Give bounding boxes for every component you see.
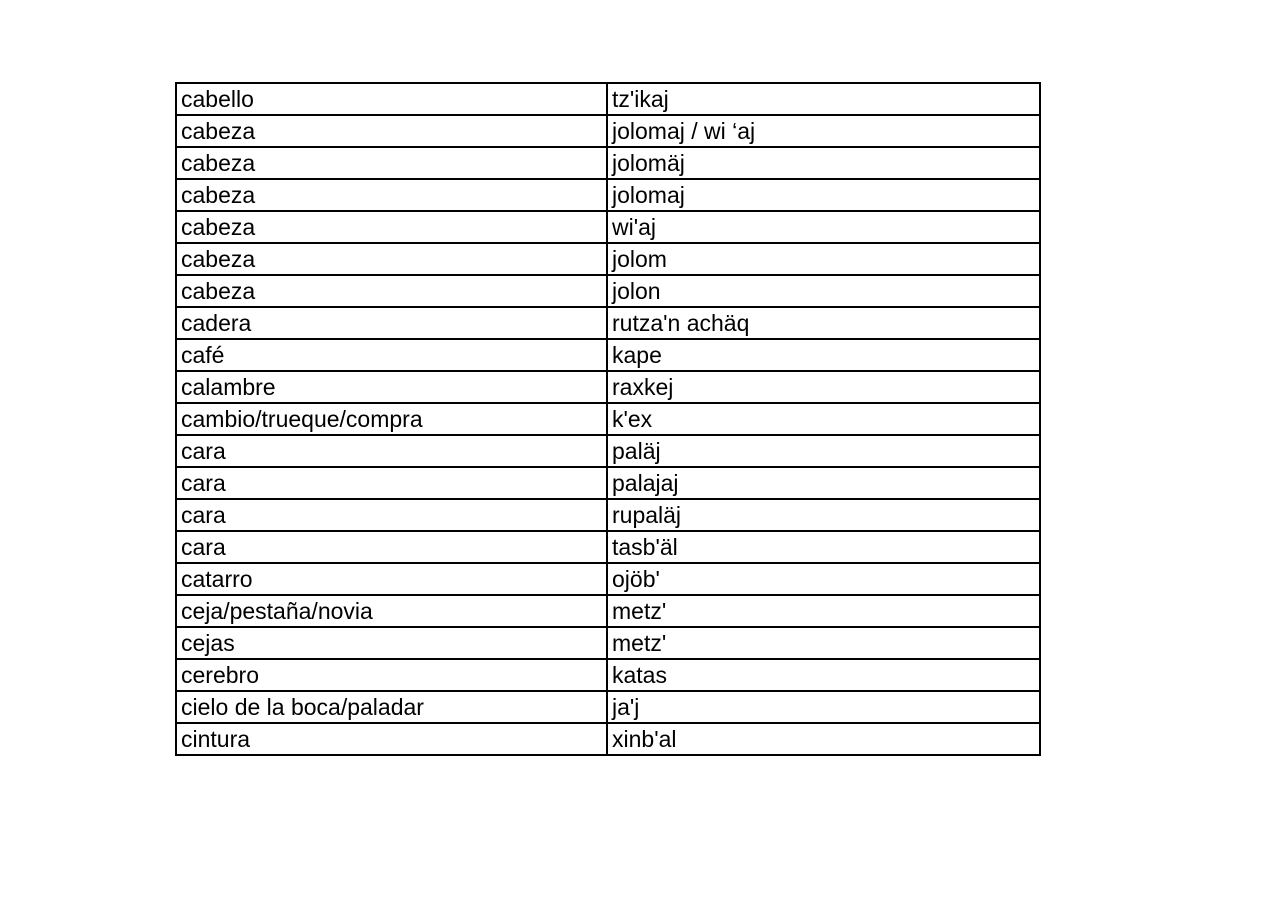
table-row (176, 243, 1040, 275)
table-row (176, 211, 1040, 243)
spanish-word-cell: cabeza (176, 243, 607, 275)
spanish-word-cell: cabello (176, 83, 607, 115)
kaqchikel-word-cell: jolomaj / wi ‘aj (607, 115, 1040, 147)
table-row (176, 339, 1040, 371)
table-row (176, 403, 1040, 435)
kaqchikel-word-cell: palajaj (607, 467, 1040, 499)
kaqchikel-word-cell: xinb'al (607, 723, 1040, 755)
table-row (176, 307, 1040, 339)
kaqchikel-word-cell: rutza'n achäq (607, 307, 1040, 339)
table-row (176, 435, 1040, 467)
kaqchikel-word-cell: k'ex (607, 403, 1040, 435)
spanish-word-cell: cabeza (176, 115, 607, 147)
table-row (176, 499, 1040, 531)
table-row (176, 467, 1040, 499)
kaqchikel-word-cell: ja'j (607, 691, 1040, 723)
kaqchikel-word-cell: wi'aj (607, 211, 1040, 243)
kaqchikel-word-cell: tasb'äl (607, 531, 1040, 563)
table-row (176, 627, 1040, 659)
kaqchikel-word-cell: ojöb' (607, 563, 1040, 595)
table-row (176, 595, 1040, 627)
spanish-word-cell: cejas (176, 627, 607, 659)
kaqchikel-word-cell: jolomäj (607, 147, 1040, 179)
table-row (176, 563, 1040, 595)
table-row (176, 147, 1040, 179)
kaqchikel-word-cell: kape (607, 339, 1040, 371)
spanish-word-cell: calambre (176, 371, 607, 403)
spanish-word-cell: cadera (176, 307, 607, 339)
table-row (176, 179, 1040, 211)
kaqchikel-word-cell: metz' (607, 627, 1040, 659)
table-row (176, 275, 1040, 307)
spanish-word-cell: cielo de la boca/paladar (176, 691, 607, 723)
spanish-word-cell: cara (176, 499, 607, 531)
spanish-word-cell: café (176, 339, 607, 371)
kaqchikel-word-cell: tz'ikaj (607, 83, 1040, 115)
spanish-word-cell: cintura (176, 723, 607, 755)
spanish-word-cell: cabeza (176, 275, 607, 307)
table-row (176, 115, 1040, 147)
spanish-word-cell: catarro (176, 563, 607, 595)
table-row (176, 531, 1040, 563)
table-row (176, 723, 1040, 755)
kaqchikel-word-cell: jolon (607, 275, 1040, 307)
vocabulary-table (175, 82, 1041, 756)
spanish-word-cell: cara (176, 531, 607, 563)
kaqchikel-word-cell: metz' (607, 595, 1040, 627)
spanish-word-cell: cabeza (176, 179, 607, 211)
spanish-word-cell: cabeza (176, 211, 607, 243)
kaqchikel-word-cell: katas (607, 659, 1040, 691)
spanish-word-cell: cabeza (176, 147, 607, 179)
kaqchikel-word-cell: paläj (607, 435, 1040, 467)
spanish-word-cell: cara (176, 467, 607, 499)
spanish-word-cell: ceja/pestaña/novia (176, 595, 607, 627)
vocabulary-table-body (176, 83, 1040, 755)
spanish-word-cell: cerebro (176, 659, 607, 691)
spanish-word-cell: cara (176, 435, 607, 467)
kaqchikel-word-cell: jolomaj (607, 179, 1040, 211)
kaqchikel-word-cell: jolom (607, 243, 1040, 275)
table-row (176, 659, 1040, 691)
kaqchikel-word-cell: rupaläj (607, 499, 1040, 531)
spanish-word-cell: cambio/trueque/compra (176, 403, 607, 435)
kaqchikel-word-cell: raxkej (607, 371, 1040, 403)
table-row (176, 83, 1040, 115)
table-row (176, 371, 1040, 403)
table-row (176, 691, 1040, 723)
